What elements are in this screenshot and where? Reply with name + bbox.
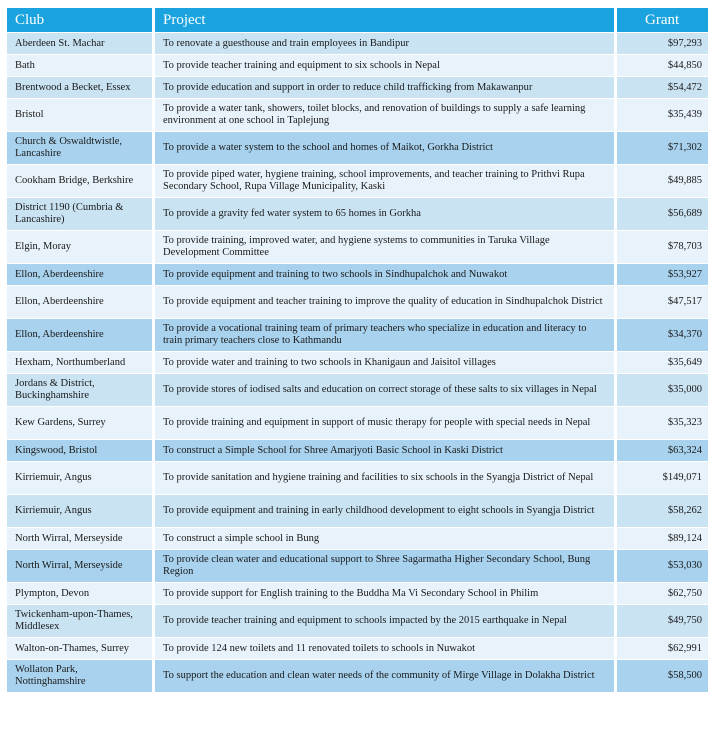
cell-club: Kirriemuir, Angus: [7, 462, 155, 494]
table-row: [7, 528, 708, 549]
cell-club: Kew Gardens, Surrey: [7, 407, 155, 439]
cell-project: To provide equipment and training to two schools in Sindhupalchok and Nuwakot: [155, 264, 617, 285]
cell-club: Hexham, Northumberland: [7, 352, 155, 373]
cell-project: To support the education and clean water needs of the community of Mirge Village in Dolakha District: [155, 660, 617, 692]
table-row: [7, 198, 708, 230]
table-row: [7, 165, 708, 197]
table-row: [7, 99, 708, 131]
cell-grant: $49,750: [617, 605, 708, 637]
cell-project: To provide teacher training and equipment to schools impacted by the 2015 earthquake in Nepal: [155, 605, 617, 637]
cell-project: To provide equipment and teacher training to improve the quality of education in Sindhupalchok District: [155, 286, 617, 318]
header-club: Club: [7, 8, 155, 32]
table-row: [7, 495, 708, 527]
table-row: [7, 77, 708, 98]
cell-project: To provide a vocational training team of primary teachers who specialize in education and literacy to train primary teachers close to Kathmandu: [155, 319, 617, 351]
cell-project: To provide training and equipment in support of music therapy for people with special needs in Nepal: [155, 407, 617, 439]
table-row: [7, 440, 708, 461]
cell-club: Cookham Bridge, Berkshire: [7, 165, 155, 197]
cell-club: Brentwood a Becket, Essex: [7, 77, 155, 98]
cell-project: To provide water and training to two schools in Khanigaun and Jaisitol villages: [155, 352, 617, 373]
header-project: Project: [155, 8, 617, 32]
table-row: [7, 407, 708, 439]
cell-project: To provide stores of iodised salts and education on correct storage of these salts to six villages in Nepal: [155, 374, 617, 406]
cell-club: Elgin, Moray: [7, 231, 155, 263]
table-row: [7, 374, 708, 406]
grants-table-container: [7, 7, 708, 693]
table-row: [7, 352, 708, 373]
cell-grant: $54,472: [617, 77, 708, 98]
grants-table: [7, 7, 708, 693]
cell-club: Wollaton Park, Nottinghamshire: [7, 660, 155, 692]
cell-club: Plympton, Devon: [7, 583, 155, 604]
cell-project: To provide sanitation and hygiene training and facilities to six schools in the Syangja District of Nepal: [155, 462, 617, 494]
cell-project: To provide equipment and training in early childhood development to eight schools in Syangja District: [155, 495, 617, 527]
cell-grant: $56,689: [617, 198, 708, 230]
cell-club: Twickenham-upon-Thames, Middlesex: [7, 605, 155, 637]
cell-grant: $47,517: [617, 286, 708, 318]
cell-club: Ellon, Aberdeenshire: [7, 286, 155, 318]
cell-grant: $63,324: [617, 440, 708, 461]
table-row: [7, 286, 708, 318]
cell-grant: $149,071: [617, 462, 708, 494]
cell-club: Ellon, Aberdeenshire: [7, 319, 155, 351]
cell-club: Aberdeen St. Machar: [7, 33, 155, 54]
cell-grant: $62,991: [617, 638, 708, 659]
cell-project: To construct a simple school in Bung: [155, 528, 617, 549]
cell-club: Church & Oswaldtwistle, Lancashire: [7, 132, 155, 164]
cell-grant: $71,302: [617, 132, 708, 164]
cell-project: To provide piped water, hygiene training, school improvements, and teacher training to Prithvi Rupa Secondary School, Rupa Village Municipality, Kaski: [155, 165, 617, 197]
cell-grant: $35,323: [617, 407, 708, 439]
cell-club: District 1190 (Cumbria & Lancashire): [7, 198, 155, 230]
cell-grant: $89,124: [617, 528, 708, 549]
cell-club: North Wirral, Merseyside: [7, 550, 155, 582]
cell-grant: $53,927: [617, 264, 708, 285]
cell-club: Bristol: [7, 99, 155, 131]
cell-project: To provide a water system to the school and homes of Maikot, Gorkha District: [155, 132, 617, 164]
cell-project: To provide education and support in order to reduce child trafficking from Makawanpur: [155, 77, 617, 98]
table-row: [7, 462, 708, 494]
cell-grant: $34,370: [617, 319, 708, 351]
cell-project: To provide a gravity fed water system to 65 homes in Gorkha: [155, 198, 617, 230]
table-row: [7, 605, 708, 637]
table-row: [7, 660, 708, 692]
cell-grant: $62,750: [617, 583, 708, 604]
cell-club: Bath: [7, 55, 155, 76]
cell-club: Kirriemuir, Angus: [7, 495, 155, 527]
cell-project: To provide teacher training and equipment to six schools in Nepal: [155, 55, 617, 76]
table-row: [7, 132, 708, 164]
cell-grant: $44,850: [617, 55, 708, 76]
header-row: [7, 8, 708, 32]
cell-project: To provide a water tank, showers, toilet blocks, and renovation of buildings to supply a safe learning environment at one school in Taplejung: [155, 99, 617, 131]
table-row: [7, 319, 708, 351]
table-row: [7, 638, 708, 659]
cell-grant: $35,649: [617, 352, 708, 373]
cell-grant: $58,262: [617, 495, 708, 527]
table-row: [7, 33, 708, 54]
cell-project: To provide training, improved water, and hygiene systems to communities in Taruka Village Development Committee: [155, 231, 617, 263]
cell-club: Kingswood, Bristol: [7, 440, 155, 461]
cell-project: To renovate a guesthouse and train employees in Bandipur: [155, 33, 617, 54]
cell-grant: $49,885: [617, 165, 708, 197]
cell-project: To provide 124 new toilets and 11 renovated toilets to schools in Nuwakot: [155, 638, 617, 659]
cell-project: To provide clean water and educational support to Shree Sagarmatha Higher Secondary School, Bung Region: [155, 550, 617, 582]
table-header: [7, 8, 708, 32]
table-row: [7, 231, 708, 263]
cell-grant: $35,439: [617, 99, 708, 131]
header-grant: Grant: [617, 8, 708, 32]
cell-club: Ellon, Aberdeenshire: [7, 264, 155, 285]
table-row: [7, 55, 708, 76]
cell-grant: $78,703: [617, 231, 708, 263]
table-row: [7, 264, 708, 285]
table-body: [7, 33, 708, 692]
cell-grant: $58,500: [617, 660, 708, 692]
cell-club: North Wirral, Merseyside: [7, 528, 155, 549]
cell-grant: $53,030: [617, 550, 708, 582]
cell-project: To construct a Simple School for Shree Amarjyoti Basic School in Kaski District: [155, 440, 617, 461]
table-row: [7, 583, 708, 604]
table-row: [7, 550, 708, 582]
cell-club: Jordans & District, Buckinghamshire: [7, 374, 155, 406]
cell-project: To provide support for English training to the Buddha Ma Vi Secondary School in Philim: [155, 583, 617, 604]
cell-club: Walton-on-Thames, Surrey: [7, 638, 155, 659]
cell-grant: $35,000: [617, 374, 708, 406]
cell-grant: $97,293: [617, 33, 708, 54]
